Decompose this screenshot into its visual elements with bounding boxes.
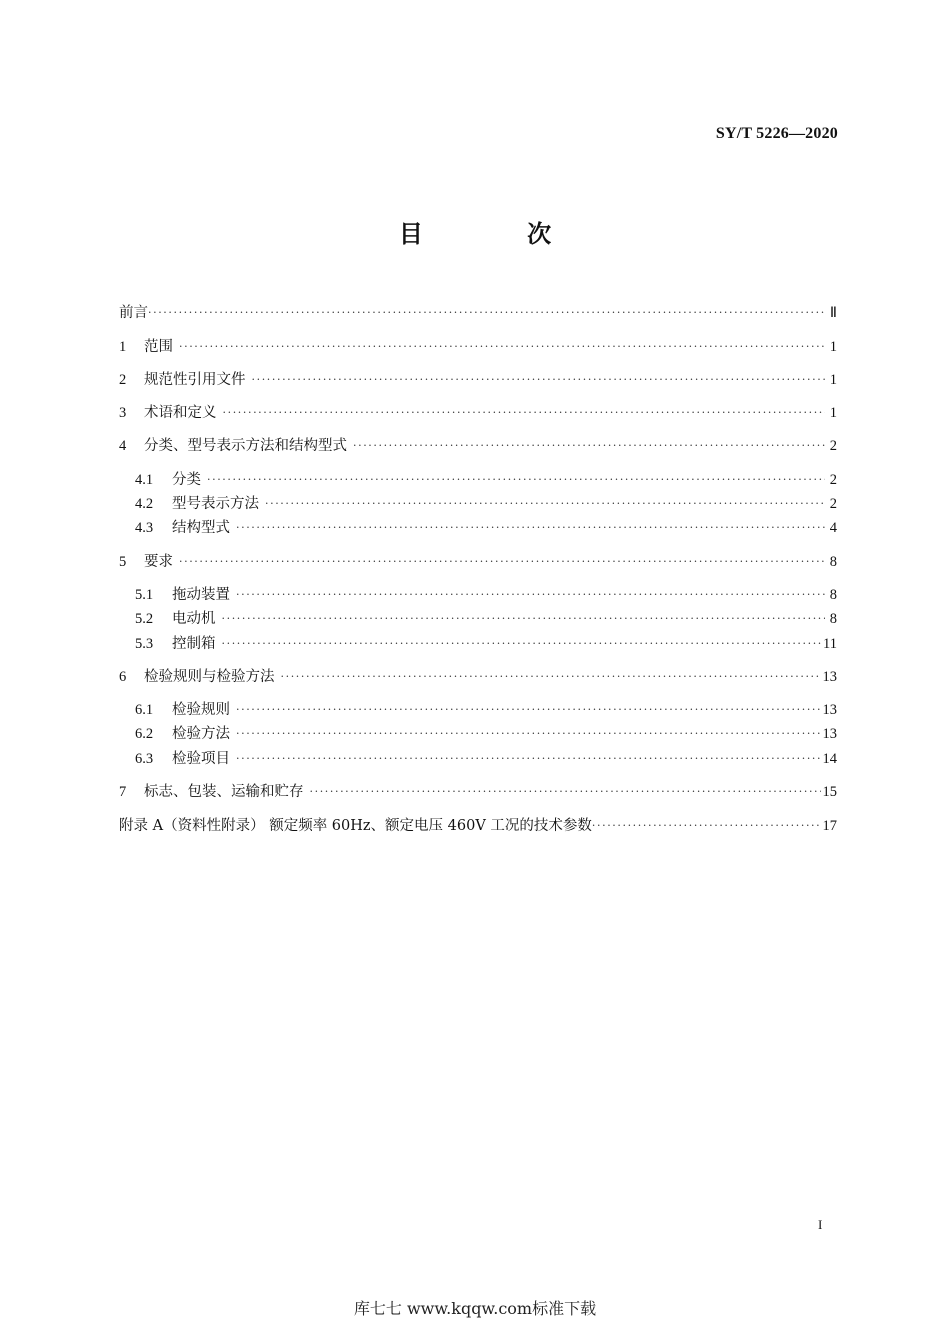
toc-entry-number: 6.3 — [135, 751, 154, 767]
dot-leader — [310, 781, 821, 803]
dot-leader — [179, 551, 825, 573]
toc-entry-label: 分类 — [172, 472, 201, 488]
dot-leader — [236, 517, 825, 539]
toc-entry[interactable] — [119, 815, 837, 837]
toc-entry-label: 范围 — [144, 339, 173, 355]
toc-entry[interactable] — [135, 493, 837, 515]
toc-entry-page: 15 — [822, 784, 837, 800]
toc-entry-number: 6.2 — [135, 726, 154, 742]
dot-leader — [179, 336, 825, 358]
toc-entry-label: 规范性引用文件 — [144, 372, 246, 388]
toc-entry-number: 5 — [119, 554, 127, 570]
toc-entry[interactable] — [135, 517, 837, 539]
toc-entry-page: 8 — [829, 611, 837, 627]
toc-entry[interactable] — [119, 302, 837, 324]
toc-entry[interactable] — [135, 748, 837, 770]
toc-entry-number: 4.2 — [135, 496, 154, 512]
toc-entry[interactable] — [135, 469, 837, 491]
dot-leader — [236, 748, 821, 770]
toc-entry-label: 型号表示方法 — [172, 496, 259, 512]
toc-entry-number: 4.1 — [135, 472, 154, 488]
toc-entry-label: 标志、包装、运输和贮存 — [144, 784, 304, 800]
toc-entry-number: 3 — [119, 405, 127, 421]
toc-entry-page: 2 — [829, 472, 837, 488]
dot-leader — [236, 723, 821, 745]
toc-entry-label: 分类、型号表示方法和结构型式 — [144, 438, 347, 454]
toc-entry[interactable] — [119, 781, 837, 803]
toc-entry-page: 2 — [829, 438, 837, 454]
dot-leader — [265, 493, 825, 515]
toc-entry-label: 检验方法 — [172, 726, 230, 742]
toc-entry-label: 电动机 — [172, 611, 216, 627]
dot-leader — [236, 584, 825, 606]
dot-leader — [252, 369, 826, 391]
toc-entry-number: 7 — [119, 784, 127, 800]
toc-entry-page: 13 — [822, 669, 837, 685]
dot-leader — [222, 633, 822, 655]
toc-entry-label: 控制箱 — [172, 636, 216, 652]
toc-entry-number: 5.1 — [135, 587, 154, 603]
toc-entry-number: 1 — [119, 339, 127, 355]
toc-entry-page: 14 — [822, 751, 837, 767]
toc-entry[interactable] — [135, 608, 837, 630]
toc-entry-page: 1 — [829, 372, 837, 388]
toc-entry[interactable] — [135, 584, 837, 606]
toc-entry-number: 5.3 — [135, 636, 154, 652]
dot-leader — [222, 608, 826, 630]
toc-entry[interactable] — [135, 699, 837, 721]
toc-entry-number: 4 — [119, 438, 127, 454]
toc-entry[interactable] — [119, 551, 837, 573]
dot-leader — [207, 469, 825, 491]
toc-entry-label: 检验规则与检验方法 — [144, 669, 275, 685]
toc-entry-label: 要求 — [144, 554, 173, 570]
toc-entry-label: 结构型式 — [172, 520, 230, 536]
dot-leader — [281, 666, 821, 688]
dot-leader — [592, 815, 821, 837]
toc-entry[interactable] — [135, 633, 837, 655]
toc-entry-page: 4 — [829, 520, 837, 536]
toc-entry-label: 拖动装置 — [172, 587, 230, 603]
dot-leader — [148, 302, 825, 324]
toc-entry[interactable] — [119, 336, 837, 358]
toc-entry-page: 11 — [823, 636, 837, 652]
toc-entry-label: 术语和定义 — [144, 405, 217, 421]
toc-entry-page: 17 — [822, 818, 837, 834]
toc-entry-page: 8 — [829, 587, 837, 603]
toc-entry[interactable] — [119, 666, 837, 688]
page-number: I — [818, 1217, 823, 1232]
toc-entry[interactable] — [119, 402, 837, 424]
toc-entry-page: 13 — [822, 726, 837, 742]
toc-entry[interactable] — [119, 369, 837, 391]
toc-entry-number: 2 — [119, 372, 127, 388]
dot-leader — [223, 402, 826, 424]
toc-entry-page: Ⅱ — [829, 305, 837, 321]
toc-entry[interactable] — [119, 435, 837, 457]
toc-entry-number: 5.2 — [135, 611, 154, 627]
toc-entry-page: 1 — [829, 405, 837, 421]
standard-code: SY/T 5226—2020 — [715, 125, 838, 142]
toc-entry-number: 6.1 — [135, 702, 154, 718]
toc-entry-label: 检验项目 — [172, 751, 230, 767]
toc-entry[interactable] — [135, 723, 837, 745]
dot-leader — [353, 435, 825, 457]
toc-entry-page: 8 — [829, 554, 837, 570]
toc-entry-page: 1 — [829, 339, 837, 355]
toc-entry-page: 13 — [822, 702, 837, 718]
dot-leader — [236, 699, 821, 721]
toc-entry-page: 2 — [829, 496, 837, 512]
page-title: 目 次 — [398, 220, 600, 248]
toc-entry-label: 前言 — [119, 305, 148, 321]
watermark-text: 库七七 www.kqqw.com标准下载 — [353, 1299, 597, 1318]
toc-entry-number: 4.3 — [135, 520, 154, 536]
toc-entry-number: 6 — [119, 669, 127, 685]
toc-entry-label: 检验规则 — [172, 702, 230, 718]
toc-entry-label: 附录 A（资料性附录） 额定频率 60Hz、额定电压 460V 工况的技术参数 — [119, 818, 592, 834]
